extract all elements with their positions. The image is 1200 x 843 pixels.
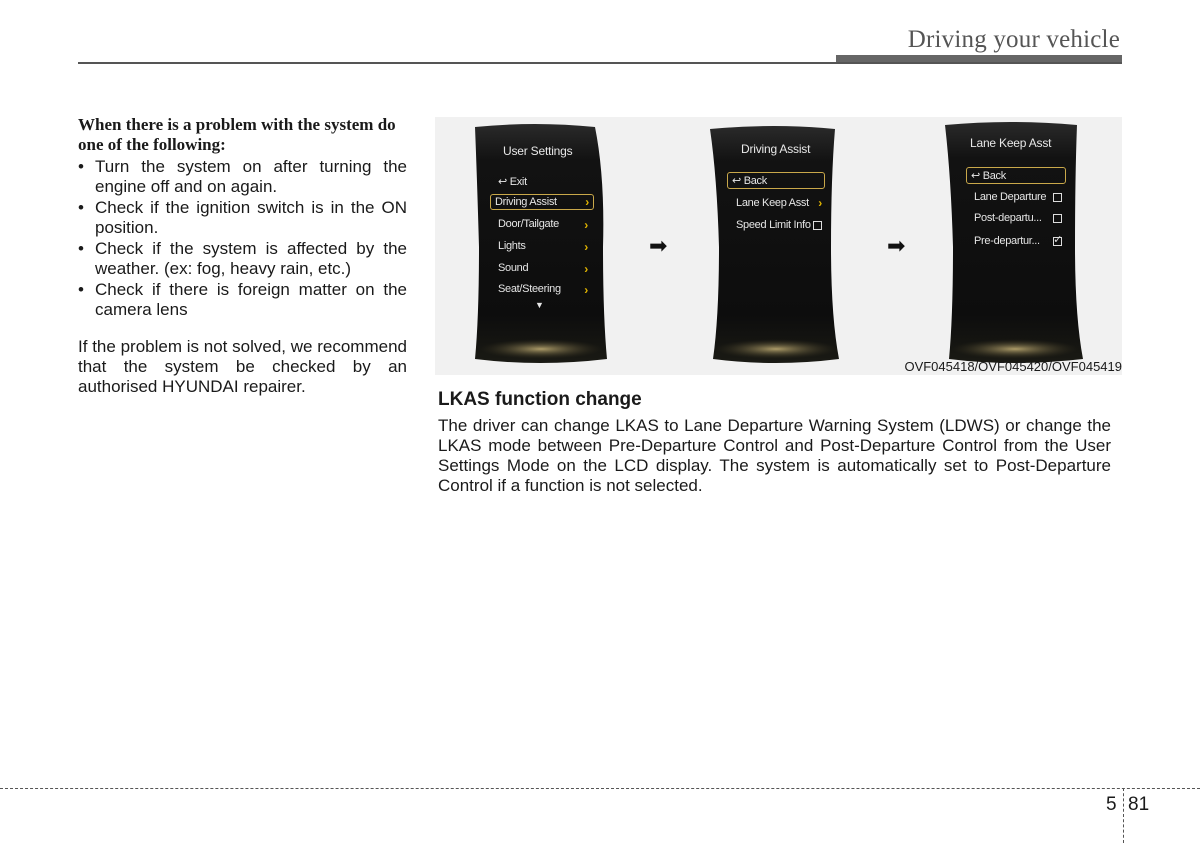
footer-divider [1123, 788, 1124, 843]
chevron-right-icon: › [584, 283, 588, 297]
header-rule [78, 62, 1122, 64]
menu-item-label: Driving Assist [495, 196, 557, 208]
screen-glow [714, 339, 838, 359]
menu-item-post-departure [974, 212, 1062, 224]
list-item: • Check if the ignition switch is in the ON position. [78, 198, 407, 238]
menu-item-label: Back [982, 170, 1006, 182]
chevron-right-icon: › [584, 262, 588, 276]
menu-item-lights [498, 240, 588, 252]
menu-item-door-tailgate [498, 218, 588, 230]
menu-item-label: Speed Limit Info [736, 219, 811, 231]
menu-item-label: Exit [509, 176, 527, 188]
menu-item-label: Lane Departure [974, 191, 1047, 203]
left-column [78, 115, 407, 397]
menu-item-lane-keep-asst [736, 197, 824, 209]
menu-item-label: Seat/Steering [498, 283, 561, 295]
section-heading: LKAS function change [438, 389, 642, 410]
checkbox-empty-icon [1053, 214, 1062, 223]
page-number: 81 [1128, 794, 1150, 815]
screen-bezel [710, 126, 839, 363]
menu-item-driving-assist [490, 194, 594, 210]
troubleshoot-list [78, 157, 407, 320]
repair-paragraph: If the problem is not solved, we recommend that the system be checked by an authorised HYUNDAI repairer. [78, 337, 407, 396]
chevron-right-icon: › [585, 195, 589, 209]
menu-item-label: Lights [498, 240, 526, 252]
checkmark-icon: ✓ [1053, 234, 1062, 246]
chevron-right-icon: › [584, 218, 588, 232]
lcd-menu-figure [435, 117, 1122, 375]
checkbox-empty-icon [1053, 193, 1062, 202]
menu-item-label: Lane Keep Asst [736, 197, 809, 209]
chapter-number: 5 [1106, 794, 1117, 815]
menu-item-label: Pre-departur... [974, 235, 1040, 247]
menu-item-seat-steering [498, 283, 588, 295]
list-item: • Turn the system on after turning the engine off and on again. [78, 157, 407, 197]
arrow-right-icon: ➡ [887, 233, 906, 258]
menu-item-label: Sound [498, 262, 529, 274]
menu-item-lane-departure [974, 191, 1062, 203]
menu-item-back: ↩ Back [966, 167, 1066, 184]
checkbox-empty-icon [813, 221, 822, 230]
chevron-right-icon: › [818, 196, 822, 210]
footer-rule [0, 788, 1200, 789]
screen-glow [479, 339, 603, 359]
menu-item-back: ↩ Back [727, 172, 825, 189]
screen-title: Driving Assist [741, 142, 811, 156]
list-item: • Check if the system is affected by the weather. (ex: fog, heavy rain, etc.) [78, 239, 407, 279]
scroll-down-icon: ▼ [535, 300, 544, 310]
menu-item-exit: ↩ Exit [498, 176, 527, 188]
section-body: The driver can change LKAS to Lane Departure Warning System (LDWS) or change the LKAS mode between Pre-Departure Control and Post-Departure Control from the User Settings Mode on the LCD display. The system is automatically set to Post-Departure Control if a function is not selected. [438, 416, 1111, 495]
menu-item-pre-departure [974, 235, 1062, 247]
screen-glow [951, 339, 1079, 359]
screen-title: Lane Keep Asst [970, 136, 1052, 150]
menu-item-label: Back [743, 175, 767, 187]
troubleshoot-heading: When there is a problem with the system do one of the following: [78, 115, 396, 154]
running-header: Driving your vehicle [907, 26, 1120, 53]
menu-item-speed-limit-info [736, 219, 824, 231]
menu-item-label: Door/Tailgate [498, 218, 559, 230]
list-item: • Check if there is foreign matter on the camera lens [78, 280, 407, 320]
figure-code: OVF045418/OVF045420/OVF045419 [904, 359, 1122, 374]
chevron-right-icon: › [584, 240, 588, 254]
screen-title: User Settings [503, 144, 573, 158]
menu-item-sound [498, 262, 588, 274]
arrow-right-icon: ➡ [649, 233, 668, 258]
menu-item-label: Post-departu... [974, 212, 1042, 224]
